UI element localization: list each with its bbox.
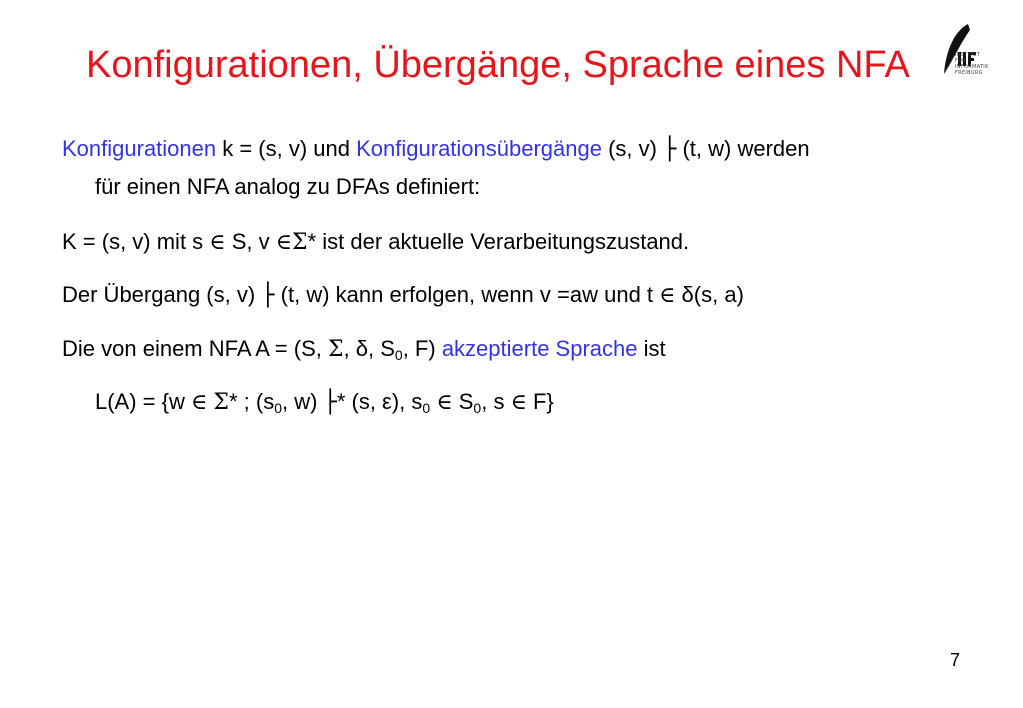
paragraph-2: K = (s, v) mit s ∈ S, v ∈Σ* ist der aktuelle Verarbeitungszustand. xyxy=(62,229,690,255)
paragraph-1-line-2: für einen NFA analog zu DFAs definiert: xyxy=(95,174,481,199)
term-konfigurationen: Konfigurationen xyxy=(62,136,217,161)
element-of-symbol: ∈ xyxy=(659,283,676,308)
term-akzeptierte-sprache: akzeptierte Sprache xyxy=(441,336,638,361)
turnstile-symbol: ├ xyxy=(663,137,677,162)
page-number: 7 xyxy=(950,650,961,670)
element-of-symbol: ∈ xyxy=(510,390,527,415)
turnstile-symbol: ├ xyxy=(323,390,337,415)
paragraph-3: Der Übergang (s, v) ├ (t, w) kann erfolgen, wenn v =aw und t ∈ δ(s, a) xyxy=(62,282,744,308)
element-of-symbol: ∈ xyxy=(209,230,226,255)
element-of-symbol: ∈ xyxy=(275,230,293,255)
paragraph-1: Konfigurationen k = (s, v) und Konfigurationsübergänge (s, v) ├ (t, w) werden xyxy=(62,136,810,162)
sigma-symbol: Σ xyxy=(213,390,229,415)
slide-title: Konfigurationen, Übergänge, Sprache eines NFA xyxy=(86,44,910,86)
turnstile-symbol: ├ xyxy=(261,283,275,308)
element-of-symbol: ∈ xyxy=(190,390,208,415)
element-of-symbol: ∈ xyxy=(436,390,453,415)
term-konfigurationsuebergaenge: Konfigurationsübergänge xyxy=(356,136,602,161)
sigma-symbol: Σ xyxy=(292,230,308,255)
paragraph-5-formula: L(A) = {w ∈ Σ* ; ($s_0$, w) ├* (s, ε), $s_0$ ∈ $S_0$, s ∈ F} xyxy=(95,389,554,416)
logo-subtitle: INSTITUT FÜR INFORMATIK FREIBURG xyxy=(955,52,989,76)
sigma-symbol: Σ xyxy=(327,337,344,362)
paragraph-4: Die von einem NFA A = (S, Σ, δ, $S_0$, F) akzeptierte Sprache ist xyxy=(62,336,666,363)
